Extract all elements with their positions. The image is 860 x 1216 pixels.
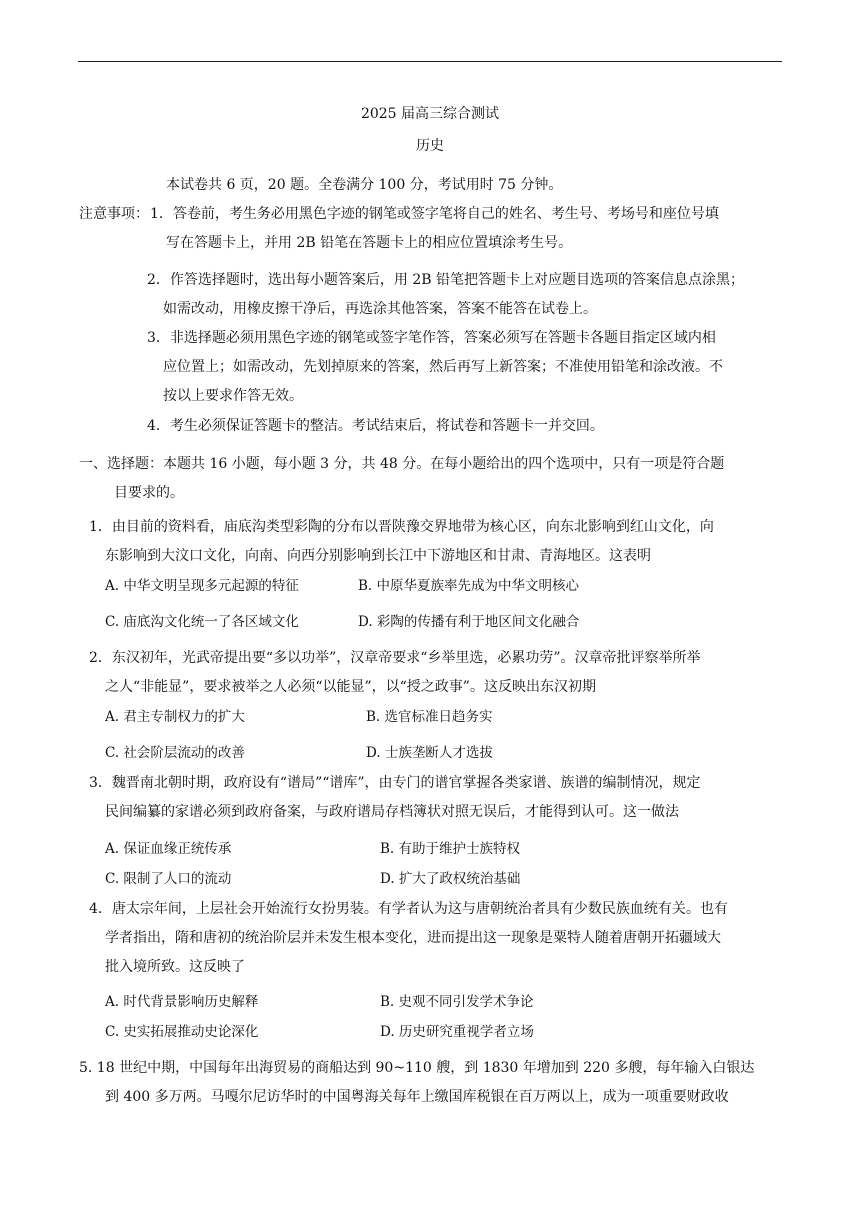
notice-item-3-line-1: 3．非选择题必须用黑色字迹的钢笔或签字笔作答，答案必须写在答题卡各题目指定区域内相 <box>147 330 716 346</box>
question-2-option-b: B. 选官标准日趋务实 <box>366 709 493 725</box>
header-rule <box>78 61 782 62</box>
question-1-option-a: A. 中华文明呈现多元起源的特征 <box>105 578 299 594</box>
question-1-line-1: 1．由目前的资料看，庙底沟类型彩陶的分布以晋陕豫交界地带为核心区，向东北影响到红山文化，向 <box>89 519 714 535</box>
notice-item-3-line-2: 应位置上；如需改动，先划掉原来的答案，然后再写上新答案；不准使用铅笔和涂改液。不 <box>163 359 723 375</box>
question-4-line-1: 4．唐太宗年间，上层社会开始流行女扮男装。有学者认为这与唐朝统治者具有少数民族血统有关。也有 <box>89 901 728 917</box>
exam-title: 2025 届高三综合测试 <box>360 106 500 122</box>
question-2-line-1: 2．东汉初年，光武帝提出要“多以功举”，汉章帝要求“乡举里选，必累功劳”。汉章帝批评察举所举 <box>89 650 701 666</box>
question-1-option-c: C. 庙底沟文化统一了各区域文化 <box>105 614 299 630</box>
notice-item-2-line-2: 如需改动，用橡皮擦干净后，再选涂其他答案，答案不能答在试卷上。 <box>163 301 597 317</box>
exam-intro: 本试卷共 6 页，20 题。全卷满分 100 分，考试用时 75 分钟。 <box>166 177 563 193</box>
question-4-option-d: D. 历史研究重视学者立场 <box>380 1024 534 1040</box>
question-3-line-2: 民间编纂的家谱必须到政府备案，与政府谱局存档簿状对照无误后，才能得到认可。这一做法 <box>105 804 679 820</box>
notice-item-4-line-1: 4．考生必须保证答题卡的整洁。考试结束后，将试卷和答题卡一并交回。 <box>147 418 604 434</box>
notice-item-2-line-1: 2．作答选择题时，选出每小题答案后，用 2B 铅笔把答题卡上对应题目选项的答案信息点涂黑； <box>147 272 745 288</box>
notice-item-3-line-3: 按以上要求作答无效。 <box>163 388 303 404</box>
section-heading-line-1: 一、选择题：本题共 16 小题，每小题 3 分，共 48 分。在每小题给出的四个选项中，只有一项是符合题 <box>79 456 725 472</box>
question-4-line-2: 学者指出，隋和唐初的统治阶层并未发生根本变化，进而提出这一现象是粟特人随着唐朝开拓疆域大 <box>105 930 721 946</box>
question-4-option-b: B. 史观不同引发学术争论 <box>380 994 534 1010</box>
question-5-line-2: 到 400 多万两。马嘎尔尼访华时的中国粤海关每年上缴国库税银在百万两以上，成为一项重要财政收 <box>105 1089 729 1105</box>
question-2-option-d: D. 士族垄断人才选拔 <box>366 745 493 761</box>
question-3-option-d: D. 扩大了政权统治基础 <box>380 871 521 887</box>
question-2-option-c: C. 社会阶层流动的改善 <box>105 745 245 761</box>
question-1-line-2: 东影响到大汶口文化，向南、向西分别影响到长江中下游地区和甘肃、青海地区。这表明 <box>105 548 651 564</box>
question-3-option-a: A. 保证血缘正统传承 <box>105 841 232 857</box>
section-heading-line-2: 目要求的。 <box>114 485 184 501</box>
question-4-line-3: 批入境所致。这反映了 <box>105 959 245 975</box>
question-1-option-d: D. 彩陶的传播有利于地区间文化融合 <box>358 614 580 630</box>
question-4-option-a: A. 时代背景影响历史解释 <box>105 994 259 1010</box>
question-1-option-b: B. 中原华夏族率先成为中华文明核心 <box>358 578 580 594</box>
question-2-line-2: 之人“非能显”，要求被举之人必须“以能显”，以“授之政事”。这反映出东汉初期 <box>105 679 596 695</box>
exam-subject: 历史 <box>416 138 444 154</box>
notice-item-1-line-1: 1．答卷前，考生务必用黑色字迹的钢笔或签字笔将自己的姓名、考生号、考场号和座位号填 <box>150 206 719 222</box>
question-2-option-a: A. 君主专制权力的扩大 <box>105 709 245 725</box>
question-4-option-c: C. 史实拓展推动史论深化 <box>105 1024 259 1040</box>
question-3-option-b: B. 有助于维护士族特权 <box>380 841 521 857</box>
question-3-option-c: C. 限制了人口的流动 <box>105 871 232 887</box>
question-3-line-1: 3．魏晋南北朝时期，政府设有“谱局”“谱库”，由专门的谱官掌握各类家谱、族谱的编制情况，规定 <box>89 775 701 791</box>
notice-item-1-line-2: 写在答题卡上，并用 2B 铅笔在答题卡上的相应位置填涂考生号。 <box>166 235 573 251</box>
question-5-line-1: 5. 18 世纪中期，中国每年出海贸易的商船达到 90~110 艘，到 1830 年增加到 220 多艘，每年输入白银达 <box>79 1060 755 1076</box>
notice-label: 注意事项： <box>79 206 149 222</box>
